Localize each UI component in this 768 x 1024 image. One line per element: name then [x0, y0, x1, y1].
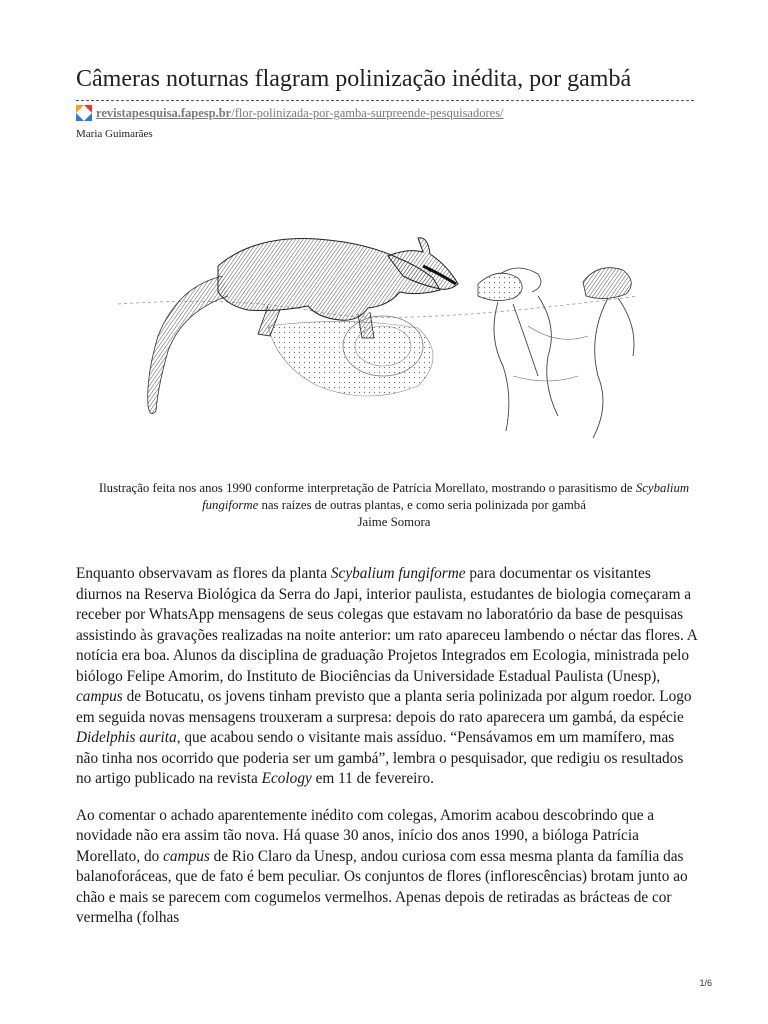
page-number: 1/6 [699, 978, 712, 988]
source-url-link[interactable] [96, 106, 504, 121]
title-divider [76, 100, 694, 101]
body-paragraph: Enquanto observavam as flores da planta Scybalium fungiforme para documentar os visitantes diurnos na Reserva Biológica da Serra do Japi, interior paulista, estudantes de biologia começaram a receber por WhatsApp mensagens de seus colegas que estavam no laboratório da base de pesquisas assistindo às gravações realizadas na noite anterior: um rato apareceu lambendo o néctar das flores. A notícia era boa. Alunos da disciplina de graduação Projetos Integrados em Ecologia, ministrada pelo biólogo Felipe Amorim, do Instituto de Biociências da Universidade Estadual Paulista (Unesp), campus de Botucatu, os jovens tinham previsto que a planta seria polinizada por algum roedor. Logo em seguida novas mensagens trouxeram a surpresa: depois do rato aparecera um gambá, da espécie Didelphis aurita, que acabou sendo o visitante mais assíduo. “Pensávamos em um mamífero, mas não tinha nos ocorrido que poderia ser um gambá”, lembra o pesquisador, que redigiu os resultados no artigo publicado na revista Ecology em 11 de fevereiro. [76, 565, 697, 787]
article-body [76, 564, 698, 945]
site-logo-icon [76, 105, 92, 121]
source-link-row [76, 104, 504, 122]
body-paragraph: Ao comentar o achado aparentemente inédito com colegas, Amorim acabou descobrindo que a novidade não era assim tão nova. Há quase 30 anos, início dos anos 1990, a bióloga Patrícia Morellato, do campus de Rio Claro da Unesp, andou curiosa com essa mesma planta da família das balanoforáceas, que de fato é bem peculiar. Os conjuntos de flores (inflorescências) brotam junto ao chão e mais se parecem com cogumelos vermelhos. Apenas depois de retiradas as brácteas de cor vermelha (folhas [76, 806, 688, 926]
author-name: Maria Guimarães [76, 128, 153, 140]
source-domain: revistapesquisa.fapesp.br [96, 105, 232, 120]
opossum-illustration [118, 226, 650, 446]
source-path: /flor-polinizada-por-gamba-surpreende-pesquisadores/ [231, 105, 504, 120]
caption-species: Scybalium fungiforme [202, 481, 690, 512]
caption-text: Ilustração feita nos anos 1990 conforme interpretação de Patrícia Morellato, mostrando o parasitismo de Scybalium fungiforme nas raízes de outras plantas, e como seria polinizada por gambá [98, 481, 690, 512]
caption-credit: Jaime Somora [357, 515, 431, 529]
figure-caption [96, 480, 692, 531]
article-title: Câmeras noturnas flagram polinização inédita, por gambá [76, 66, 632, 92]
